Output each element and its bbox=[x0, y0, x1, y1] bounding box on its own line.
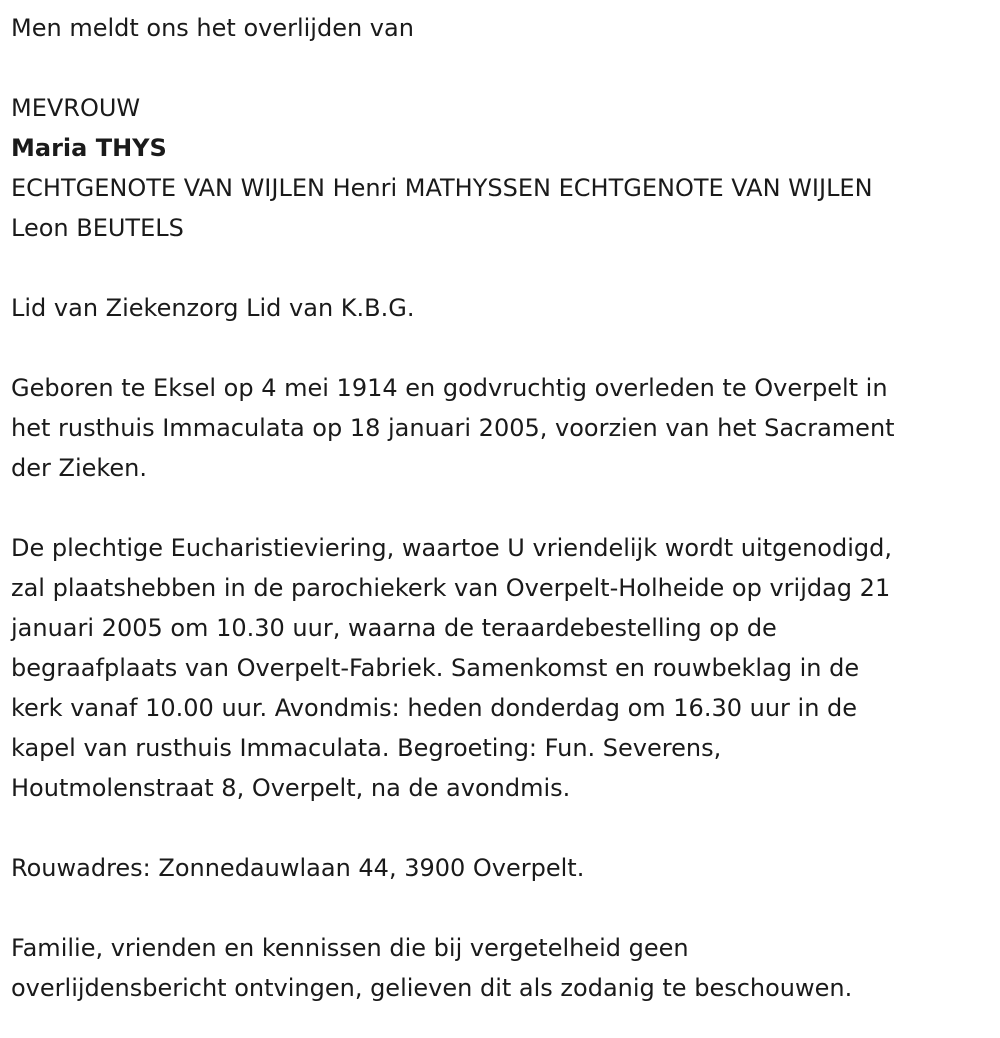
spacer bbox=[11, 248, 993, 288]
spacer bbox=[11, 808, 993, 848]
spacer bbox=[11, 488, 993, 528]
memberships: Lid van Ziekenzorg Lid van K.B.G. bbox=[11, 294, 415, 322]
spacer bbox=[11, 888, 993, 928]
death-notice bbox=[11, 8, 993, 1008]
spouses-line-1: ECHTGENOTE VAN WIJLEN Henri MATHYSSEN ECHTGENOTE VAN WIJLEN bbox=[11, 174, 873, 202]
closing-paragraph: Familie, vrienden en kennissen die bij vergetelheid geen overlijdensbericht ontvingen, gelieven dit als zodanig te beschouwen. bbox=[11, 934, 853, 1002]
mourning-address: Rouwadres: Zonnedauwlaan 44, 3900 Overpelt. bbox=[11, 854, 585, 882]
salutation: MEVROUW bbox=[11, 94, 141, 122]
birth-death-paragraph: Geboren te Eksel op 4 mei 1914 en godvruchtig overleden te Overpelt in het rusthuis Immaculata op 18 januari 2005, voorzien van het Sacrament der Zieken. bbox=[11, 374, 895, 482]
intro-text: Men meldt ons het overlijden van bbox=[11, 14, 414, 42]
ceremony-paragraph: De plechtige Eucharistieviering, waartoe U vriendelijk wordt uitgenodigd, zal plaatshebben in de parochiekerk van Overpelt-Holheide op vrijdag 21 januari 2005 om 10.30 uur, waarna de teraardebestelling op de begraafplaats van Overpelt-Fabriek. Samenkomst en rouwbeklag in de kerk vanaf 10.00 uur. Avondmis: heden donderdag om 16.30 uur in de kapel van rusthuis Immaculata. Begroeting: Fun. Severens, Houtmolenstraat 8, Overpelt, na de avondmis. bbox=[11, 534, 892, 802]
spacer bbox=[11, 328, 993, 368]
spacer bbox=[11, 48, 993, 88]
deceased-name: Maria THYS bbox=[11, 134, 167, 162]
spouses-line-2: Leon BEUTELS bbox=[11, 214, 184, 242]
